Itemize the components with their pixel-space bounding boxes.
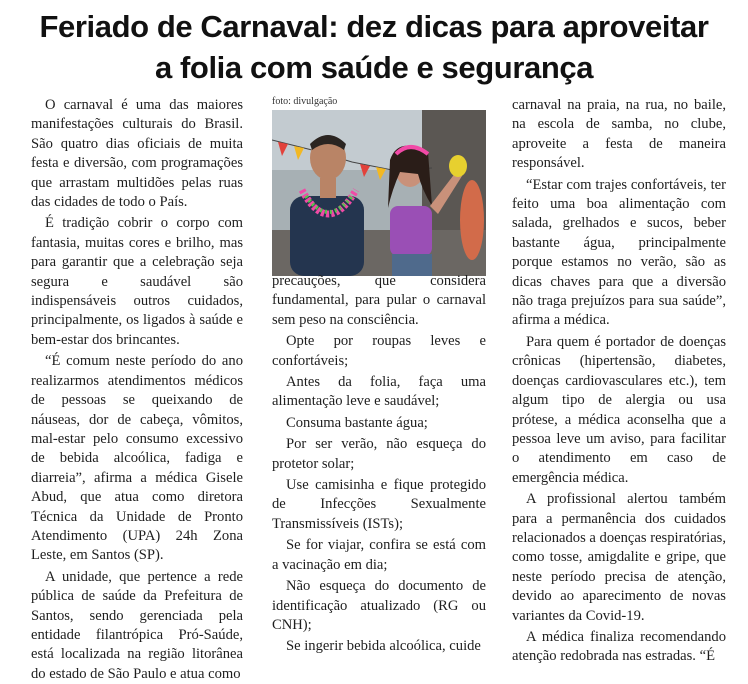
tip-item: Antes da folia, faça uma alimentação leve e saudável; [272,374,486,410]
paragraph: “É comum neste período do ano realizarmos atendimentos médicos de pessoas se queixando de náuseas, dor de cabeça, vômitos, mal-estar pelo consumo excessivo de bebida alcoólica, fadiga e diarreia”, afirma a médica Gisele Abud, que atua como diretora Técnica da Unidade de Pronto Atendimento (UPA) 24h Zona Leste, em Santos (SP). [31,353,243,564]
headline-line-1: Feriado de Carnaval: dez dicas para aproveitar [39,9,709,44]
article-column-2 [272,272,486,657]
paragraph: A profissional alertou também para a permanência dos cuidados relacionados a doenças respiratórias, como tosse, amigdalite e gripe, que neste período precisa de atenção, devido ao aparecimento de novas variantes da Covid-19. [512,491,726,624]
photo-credit: foto: divulgação [272,96,338,107]
paragraph: O carnaval é uma das maiores manifestações culturais do Brasil. São quatro dias oficiais de muita festa e diversão, com programações que arrastam multidões pelas ruas das cidades de todo o País. [31,97,243,211]
tip-item: Por ser verão, não esqueça do protetor solar; [272,436,486,472]
headline [0,6,748,88]
tip-item: Consuma bastante água; [286,414,428,431]
paragraph: carnaval na praia, na rua, no baile, na escola de samba, no clube, aproveite a festa de maneira responsável. [512,97,726,172]
paragraph: A médica finaliza recomendando atenção redobrada nas estradas. “É [512,628,726,665]
paragraph: “Estar com trajes confortáveis, ter feito uma boa alimentação com salada, grelhados e sucos, beber bastante água, principalmente porque estamos no verão, são as dicas chaves para que a diversão não traga prejuízos para sua saúde”, afirma a médica. [512,176,726,329]
article-column-1 [31,96,243,684]
tip-item: Não esqueça do documento de identificação atualizado (RG ou CNH); [272,578,486,633]
tip-item: Se ingerir bebida alcoólica, cuide [286,638,481,655]
tip-item: Use camisinha e fique protegido de Infecções Sexualmente Transmissíveis (ISTs); [272,477,486,532]
article-column-3 [512,96,726,667]
photo-block [272,96,486,276]
paragraph: É tradição cobrir o corpo com fantasia, muitas cores e brilho, mas para garantir que a celebração seja segura e saudável são indispensáveis outros cuidados, principalmente, os ligados à saúde e bem-estar dos brincantes. [31,215,243,348]
headline-line-2: a folia com saúde e segurança [154,50,594,85]
carnival-photo-illustration [272,110,486,276]
tip-item: Opte por roupas leves e confortáveis; [272,333,486,369]
paragraph: precauções, que considera fundamental, para pular o carnaval sem peso na consciência. [272,273,486,328]
tip-item: Se for viajar, confira se está com a vacinação em dia; [272,537,486,573]
paragraph: Para quem é portador de doenças crônicas (hipertensão, diabetes, doenças cardiovasculares etc.), tem algum tipo de alergia ou usa prótese, a médica aconselha que a pessoa leve um aviso, para facilitar o atendimento em caso de emergência médica. [512,333,726,486]
paragraph: A unidade, que pertence a rede pública de saúde da Prefeitura de Santos, sendo gerenciada pela entidade filantrópica Pró-Saúde, está localizada na região litorânea do estado de São Paulo e atua como [31,568,243,682]
carnival-photo [272,110,486,276]
